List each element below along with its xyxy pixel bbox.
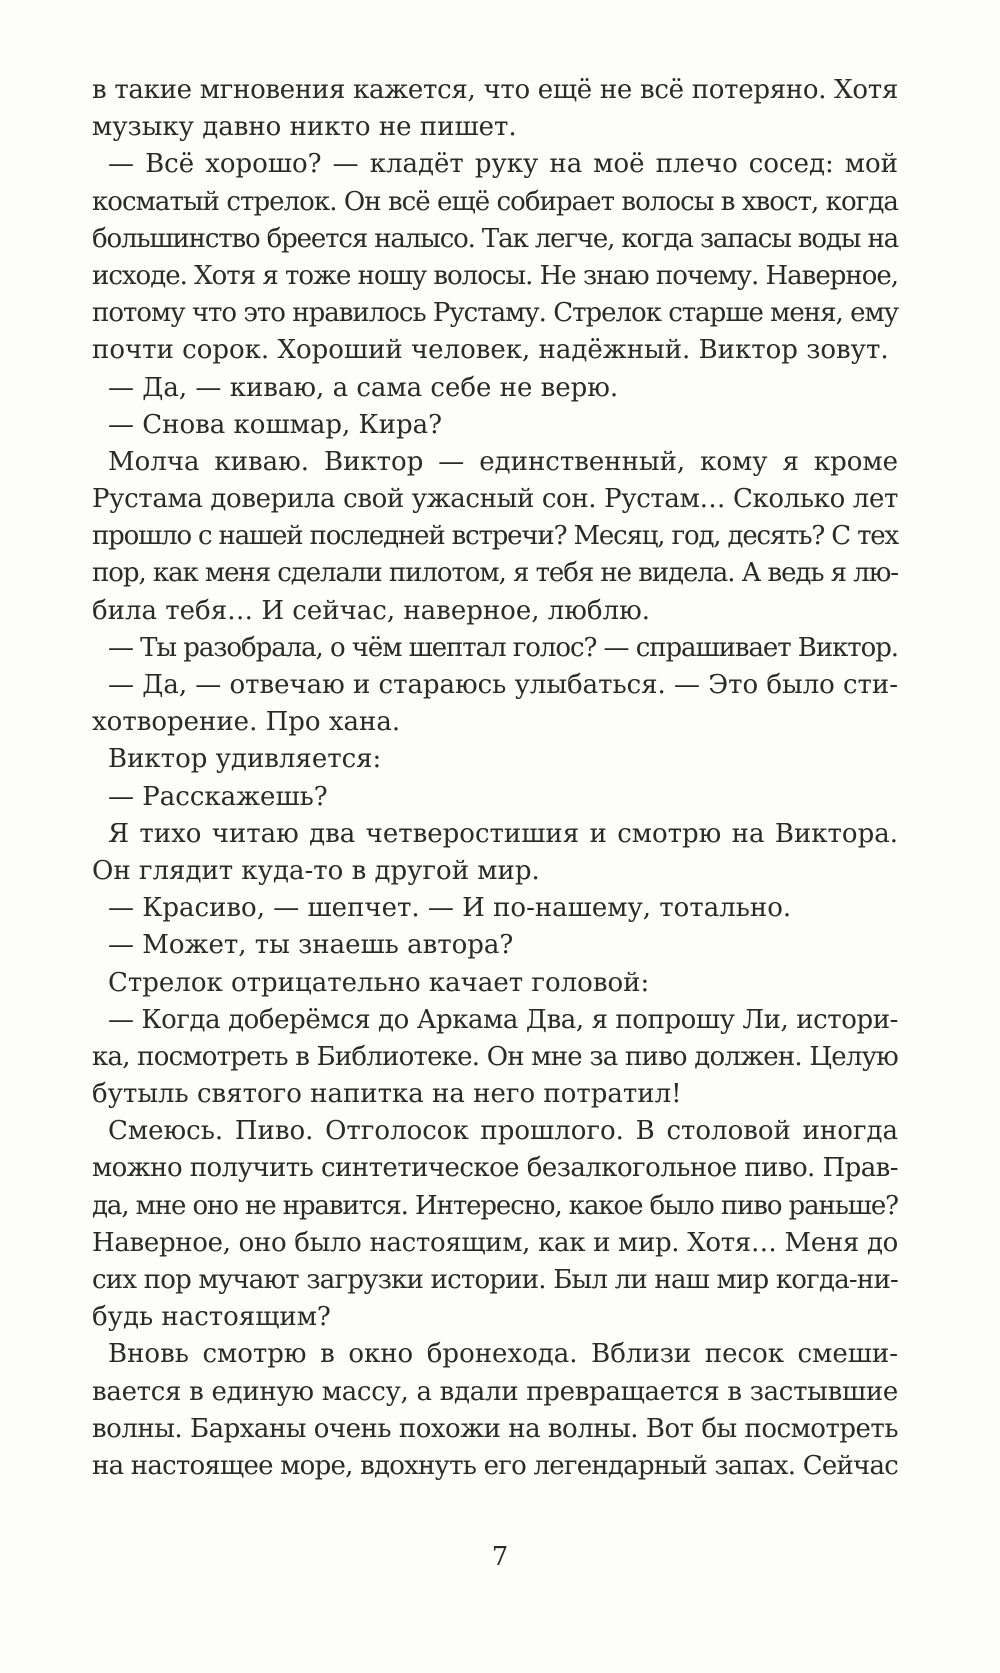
text-line: Стрелок отрицательно качает головой: — [108, 967, 650, 998]
page-number: 7 — [491, 1542, 509, 1572]
text-line: можно получить синтетическое безалкогольное пиво. Прав- — [92, 1153, 898, 1184]
text-line: — Да, — отвечаю и стараюсь улыбаться. — Это было сти- — [108, 670, 898, 700]
text-line: волны. Барханы очень похожи на волны. Вот бы посмотреть — [92, 1413, 898, 1444]
text-line: на настоящее море, вдохнуть его легендарный запах. Сейчас — [92, 1450, 899, 1481]
text-line: Вновь смотрю в окно бронехода. Вблизи песок смеши- — [108, 1339, 898, 1370]
text-line: била тебя… И сейчас, наверное, люблю. — [92, 595, 650, 626]
text-line: потому что это нравилось Рустаму. Стрелок старше меня, ему — [92, 298, 898, 329]
text-line: Я тихо читаю два четверостишия и смотрю на Виктора. — [108, 818, 898, 849]
text-line: прошло с нашей последней встречи? Месяц, год, десять? С тех — [92, 521, 898, 552]
text-line: косматый стрелок. Он всё ещё собирает волосы в хвост, когда — [92, 186, 898, 217]
text-line: бутыль святого напитка на него потратил! — [92, 1079, 682, 1110]
text-line: — Расскажешь? — [108, 781, 328, 812]
text-line: — Может, ты знаешь автора? — [108, 930, 514, 961]
body-text — [92, 72, 898, 1485]
text-line: Он глядит куда-то в другой мир. — [92, 855, 540, 886]
text-line: — Когда доберёмся до Аркама Два, я попрошу Ли, истори- — [108, 1004, 898, 1035]
text-line: в такие мгновения кажется, что ещё не всё потеряно. Хотя — [92, 75, 898, 105]
text-line: исходе. Хотя я тоже ношу волосы. Не знаю почему. Наверное, — [92, 260, 898, 291]
text-line: Смеюсь. Пиво. Отголосок прошлого. В столовой иногда — [108, 1116, 898, 1147]
text-line: Рустама доверила свой ужасный сон. Рустам… Сколько лет — [92, 484, 898, 515]
text-line: пор, как меня сделали пилотом, я тебя не видела. А ведь я лю- — [92, 558, 899, 589]
text-line: Виктор удивляется: — [108, 744, 382, 775]
text-line: — Да, — киваю, а сама себе не верю. — [108, 372, 619, 403]
text-line: да, мне оно не нравится. Интересно, какое было пиво раньше? — [92, 1190, 898, 1221]
text-line: ка, посмотреть в Библиотеке. Он мне за пиво должен. Целую — [92, 1041, 898, 1072]
text-line: будь настоящим? — [92, 1302, 331, 1333]
text-line: — Красиво, — шепчет. — И по-нашему, тотально. — [108, 893, 792, 924]
text-line: почти сорок. Хороший человек, надёжный. Виктор зовут. — [92, 335, 889, 366]
text-line: музыку давно никто не пишет. — [92, 112, 517, 143]
text-line: сих пор мучают загрузки истории. Был ли наш мир когда-ни- — [92, 1265, 898, 1295]
text-line: — Всё хорошо? — кладёт руку на моё плечо сосед: мой — [108, 149, 898, 180]
text-line: большинство бреется налысо. Так легче, когда запасы воды на — [92, 223, 898, 254]
text-line: — Ты разобрала, о чём шептал голос? — спрашивает Виктор. — [108, 632, 898, 663]
text-line: Наверное, оно было настоящим, как и мир. Хотя… Меня до — [92, 1227, 898, 1258]
text-line: вается в единую массу, а вдали превращается в застывшие — [92, 1376, 898, 1407]
text-line: — Снова кошмар, Кира? — [108, 409, 443, 440]
text-line: хотворение. Про хана. — [92, 707, 401, 738]
text-line: Молча киваю. Виктор — единственный, кому я кроме — [108, 446, 898, 477]
